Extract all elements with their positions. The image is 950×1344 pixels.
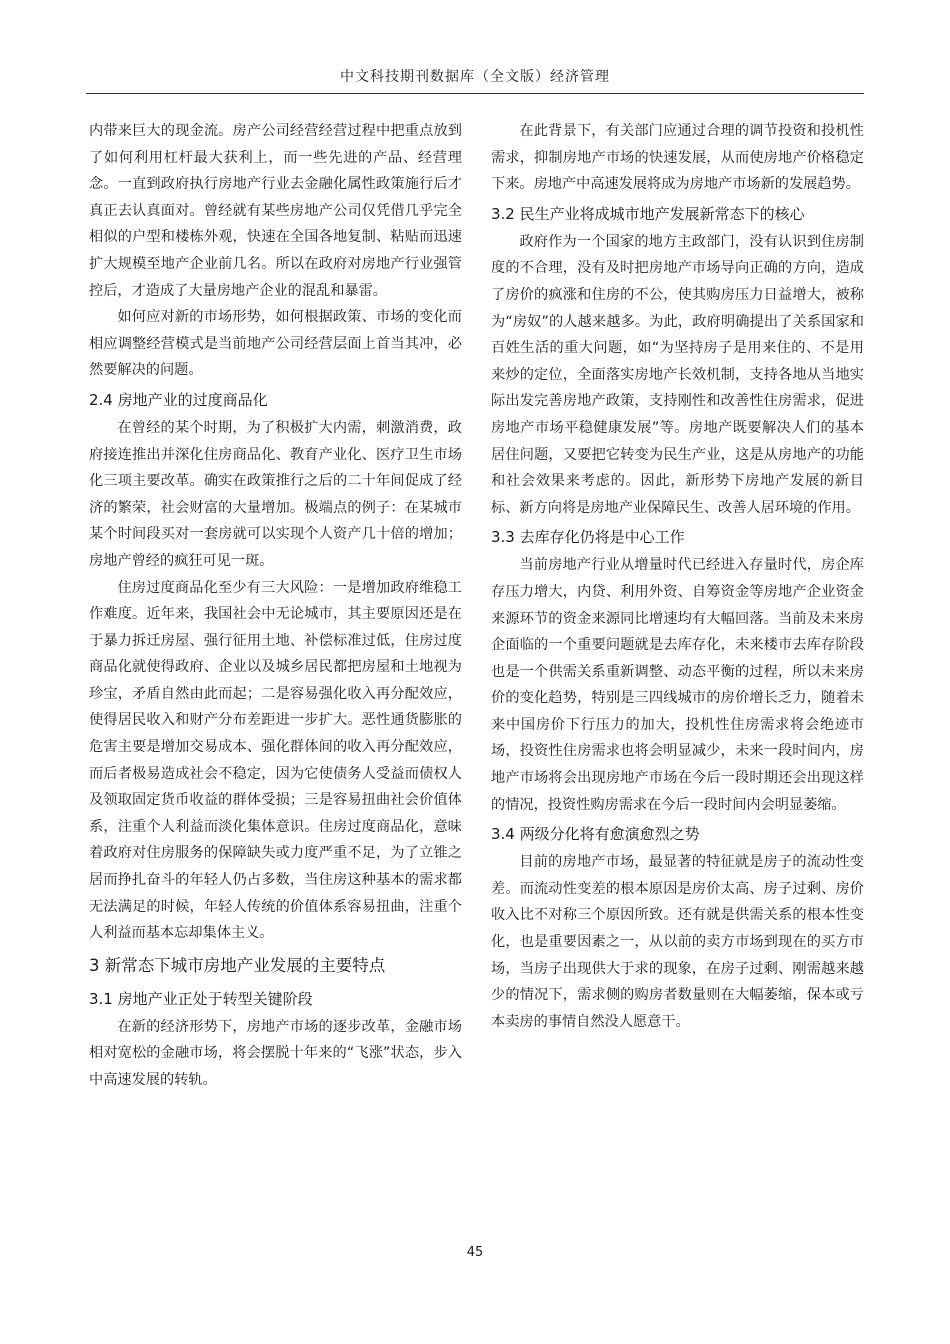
section-heading-2-4: 2.4 房地产业的过度商品化 <box>89 390 268 409</box>
paragraph: 在曾经的某个时期，为了积极扩大内需，刺激消费，政府接连推出并深化住房商品化、教育产业化、医疗卫生市场化三项主要改革。确实在政策推行之后的二十年间促成了经济的繁荣，社会财富的大量增加。极端点的例子：在某城市某个时间段买对一套房就可以实现个人资产几十倍的增加；房地产曾经的疯狂可见一斑。 <box>89 419 462 569</box>
paragraph: 当前房地产行业从增量时代已经进入存量时代，房企库存压力增大，内贷、利用外资、自筹资金等房地产企业资金来源环节的资金来源同比增速均有大幅回落。当前及未来房企面临的一个重要问题就是去库存化，未来楼市去库存阶段也是一个供需关系重新调整、动态平衡的过程，所以未来房价的变化趋势，特别是三四线城市的房价增长乏力，随着未来中国房价下行压力的加大，投机性住房需求将会绝迹市场，投资性住房需求也将会明显减少，未来一段时间内，房地产市场将会出现房地产市场在今后一段时期还会出现这样的情况，投资性购房需求在今后一段时间内会明显萎缩。 <box>491 557 864 813</box>
paragraph: 内带来巨大的现金流。房产公司经营经营过程中把重点放到了如何利用杠杆最大获利上，而一些先进的产品、经营理念。一直到政府执行房地产行业去金融化属性政策施行后才真正去认真面对。曾经就有某些房地产公司仅凭借几乎完全相似的户型和楼栋外观，快速在全国各地复制、粘贴而迅速扩大规模至地产企业前几名。所以在政府对房地产行业强管控后，才造成了大量房地产企业的混乱和暴雷。 <box>89 123 462 299</box>
paragraph: 在此背景下，有关部门应通过合理的调节投资和投机性需求，抑制房地产市场的快速发展，从而使房地产价格稳定下来。房地产中高速发展将成为房地产市场新的发展趋势。 <box>491 123 864 193</box>
paragraph: 政府作为一个国家的地方主政部门，没有认识到住房制度的不合理，没有及时把房地产市场导向正确的方向，造成了房价的疯涨和住房的不公，使其购房压力日益增大，被称为“房奴”的人越来越多。为此，政府明确提出了关系国家和百姓生活的重大问题，如“为坚持房子是用来住的、不是用来炒的定位，全面落实房地产长效机制，支持各地从当地实际出发完善房地产政策，支持刚性和改善性住房需求，促进房地产市场平稳健康发展”等。房地产既要解决人们的基本居住问题，又要把它转变为民生产业，这是从房地产的功能和社会效果来考虑的。因此，新形势下房地产发展的新目标、新方向将是房地产业保障民生、改善人居环境的作用。 <box>491 233 864 516</box>
left-column <box>89 118 462 1094</box>
section-heading-3-1: 3.1 房地产业正处于转型关键阶段 <box>89 989 313 1008</box>
section-heading-3-4: 3.4 两级分化将有愈演愈烈之势 <box>491 825 700 844</box>
page-number: 45 <box>466 1245 484 1260</box>
section-heading-3-2: 3.2 民生产业将成城市地产发展新常态下的核心 <box>491 204 805 223</box>
paragraph: 目前的房地产市场，最显著的特征就是房子的流动性变差。而流动性变差的根本原因是房价太高、房子过剩、房价收入比不对称三个原因所致。还有就是供需关系的根本性变化，也是重要因素之一，从以前的卖方市场到现在的买方市场，当房子出现供大于求的现象，在房子过剩、刚需越来越少的情况下，需求侧的购房者数量则在大幅萎缩，保本或亏本卖房的事情自然没人愿意干。 <box>491 854 864 1030</box>
right-column <box>491 118 864 1035</box>
section-heading-3: 3 新常态下城市房地产业发展的主要特点 <box>89 955 386 975</box>
paragraph: 住房过度商品化至少有三大风险：一是增加政府维稳工作难度。近年来，我国社会中无论城市，其主要原因还是在于暴力拆迁房屋、强行征用土地、补偿标准过低，住房过度商品化就使得政府、企业以及城乡居民都把房屋和土地视为珍宝，矛盾自然由此而起；二是容易强化收入再分配效应，使得居民收入和财产分布差距进一步扩大。恶性通货膨胀的危害主要是增加交易成本、强化群体间的收入再分配效应，而后者极易造成社会不稳定，因为它使债务人受益而债权人及领取固定货币收益的群体受损；三是容易扭曲社会价值体系，注重个人利益而淡化集体意识。住房过度商品化，意味着政府对住房服务的保障缺失或力度严重不足，为了立锥之居而挣扎奋斗的年轻人仍占多数，当住房这种基本的需求都无法满足的时候，年轻人传统的价值体系容易扭曲，注重个人利益而基本忘却集体主义。 <box>89 579 462 942</box>
paragraph: 如何应对新的市场形势，如何根据政策、市场的变化而相应调整经营模式是当前地产公司经营层面上首当其冲，必然要解决的问题。 <box>89 309 462 379</box>
paragraph: 在新的经济形势下，房地产市场的逐步改革，金融市场相对宽松的金融市场，将会摆脱十年来的“飞涨”状态，步入中高速发展的转轨。 <box>89 1018 462 1088</box>
section-heading-3-3: 3.3 去库存化仍将是中心工作 <box>491 528 685 547</box>
running-header: 中文科技期刊数据库（全文版）经济管理 <box>86 66 864 94</box>
